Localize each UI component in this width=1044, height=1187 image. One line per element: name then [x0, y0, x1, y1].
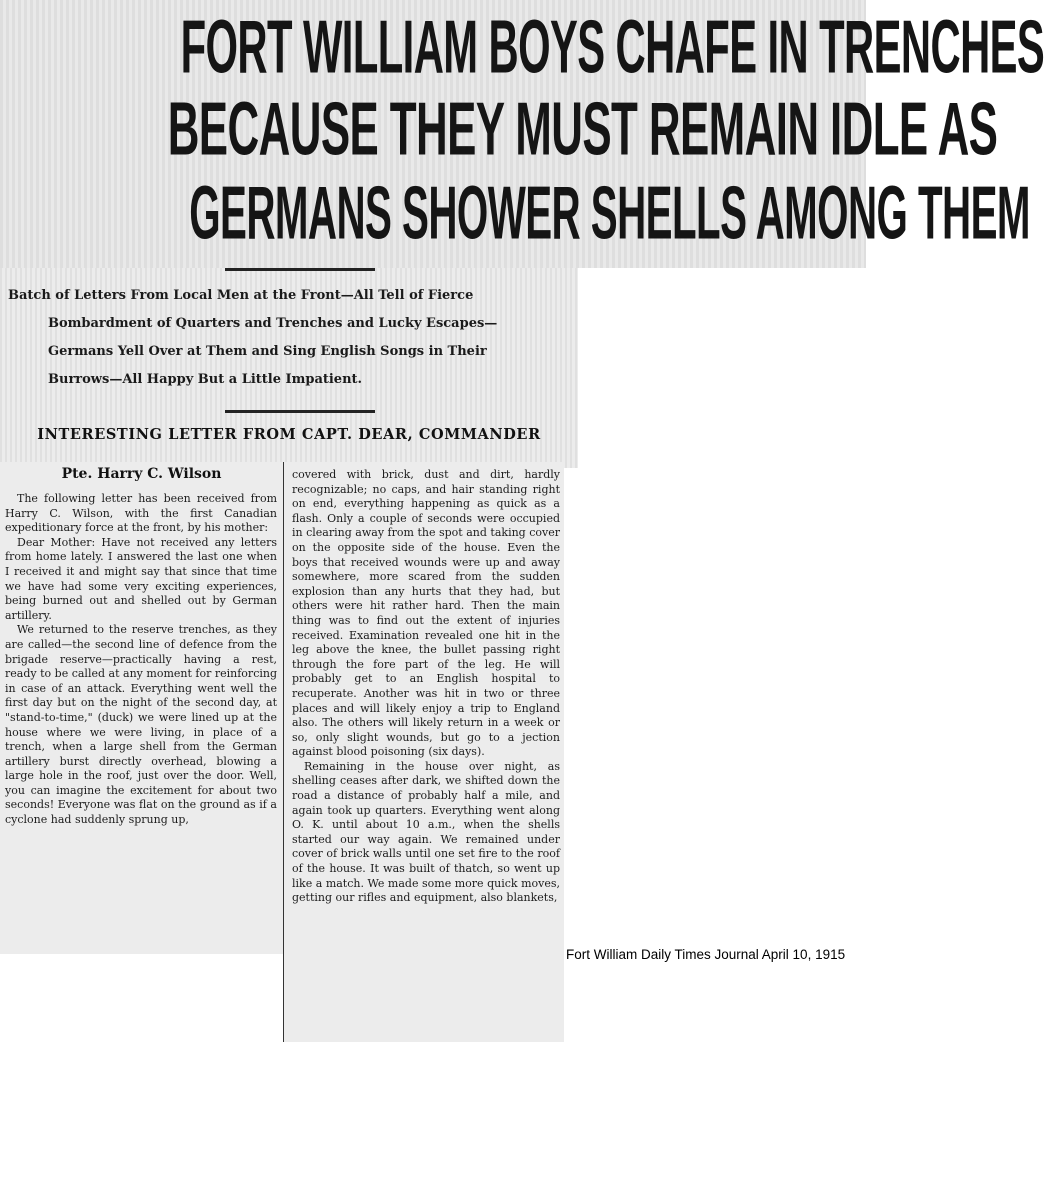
headline-line-1: FORT WILLIAM BOYS CHAFE IN TRENCHES [180, 5, 1044, 90]
deck-line-3: Germans Yell Over at Them and Sing English Songs in Their [48, 344, 487, 359]
paragraph: Dear Mother: Have not received any letters from home lately. I answered the last one when I received it and might say that since that time we have had some very exciting experiences, being burned out and shelled out by German artillery. [5, 535, 277, 622]
byline: Pte. Harry C. Wilson [61, 466, 222, 482]
column-2-text [292, 468, 560, 906]
deck-line-1: Batch of Letters From Local Men at the Front—All Tell of Fierce [8, 288, 474, 303]
deck-line-2: Bombardment of Quarters and Trenches and Lucky Escapes— [48, 316, 498, 331]
column-2 [283, 462, 564, 1042]
deck-clipping [0, 268, 578, 468]
column-1-text [5, 492, 277, 828]
deck-line-4: Burrows—All Happy But a Little Impatient. [48, 372, 363, 387]
headline-clipping [0, 0, 1044, 268]
headline-line-2: BECAUSE THEY MUST REMAIN IDLE AS [167, 87, 998, 172]
headline-line-3: GERMANS SHOWER SHELLS AMONG THEM [189, 171, 1030, 256]
source-caption: Fort William Daily Times Journal April 10, 1915 [566, 947, 846, 962]
paragraph: The following letter has been received from Harry C. Wilson, with the first Canadian expeditionary force at the front, by his mother: [5, 492, 277, 535]
top-rule [225, 268, 375, 271]
paragraph: Remaining in the house over night, as shelling ceases after dark, we shifted down the road a distance of probably half a mile, and again took up quarters. Everything went along O. K. until about 10 a.m., when the shells started our way again. We remained under cover of brick walls until one set fire to the roof of the house. It was built of thatch, so went up like a match. We made some more quick moves, getting our rifles and equipment, also blankets, [292, 759, 560, 905]
paragraph: covered with brick, dust and dirt, hardly recognizable; no caps, and hair standing right on end, everything happening as quick as a flash. Only a couple of seconds were occupied in clearing away from the spot and taking cover on the opposite side of the house. Even the boys that received wounds were up and away somewhere, more scared from the sudden explosion than any hurts that they had, but others were hit rather hard. Then the main thing was to find out the extent of injuries received. Examination revealed one hit in the leg above the knee, the bullet passing right through the fore part of the leg. He will probably get to an English hospital to recuperate. Another was hit in two or three places and will likely enjoy a trip to England also. The others will likely return in a week or so, only slight wounds, but go to a jection against blood poisoning (six days). [292, 468, 560, 759]
subheading: INTERESTING LETTER FROM CAPT. DEAR, COMMANDER [37, 426, 541, 443]
column-divider [283, 462, 284, 1042]
paragraph: We returned to the reserve trenches, as they are called—the second line of defence from the brigade reserve—practically having a rest, ready to be called at any moment for reinforcing in case of an attack. Everything went well the first day but on the night of the second day, at "stand-to-time," (duck) we were lined up at the house where we were living, in place of a trench, when a large shell from the German artillery burst directly overhead, blowing a large hole in the roof, just over the door. Well, you can imagine the excitement for about two seconds! Everyone was flat on the ground as if a cyclone had suddenly sprung up, [5, 623, 277, 827]
column-1 [0, 462, 283, 954]
mid-rule [225, 410, 375, 413]
